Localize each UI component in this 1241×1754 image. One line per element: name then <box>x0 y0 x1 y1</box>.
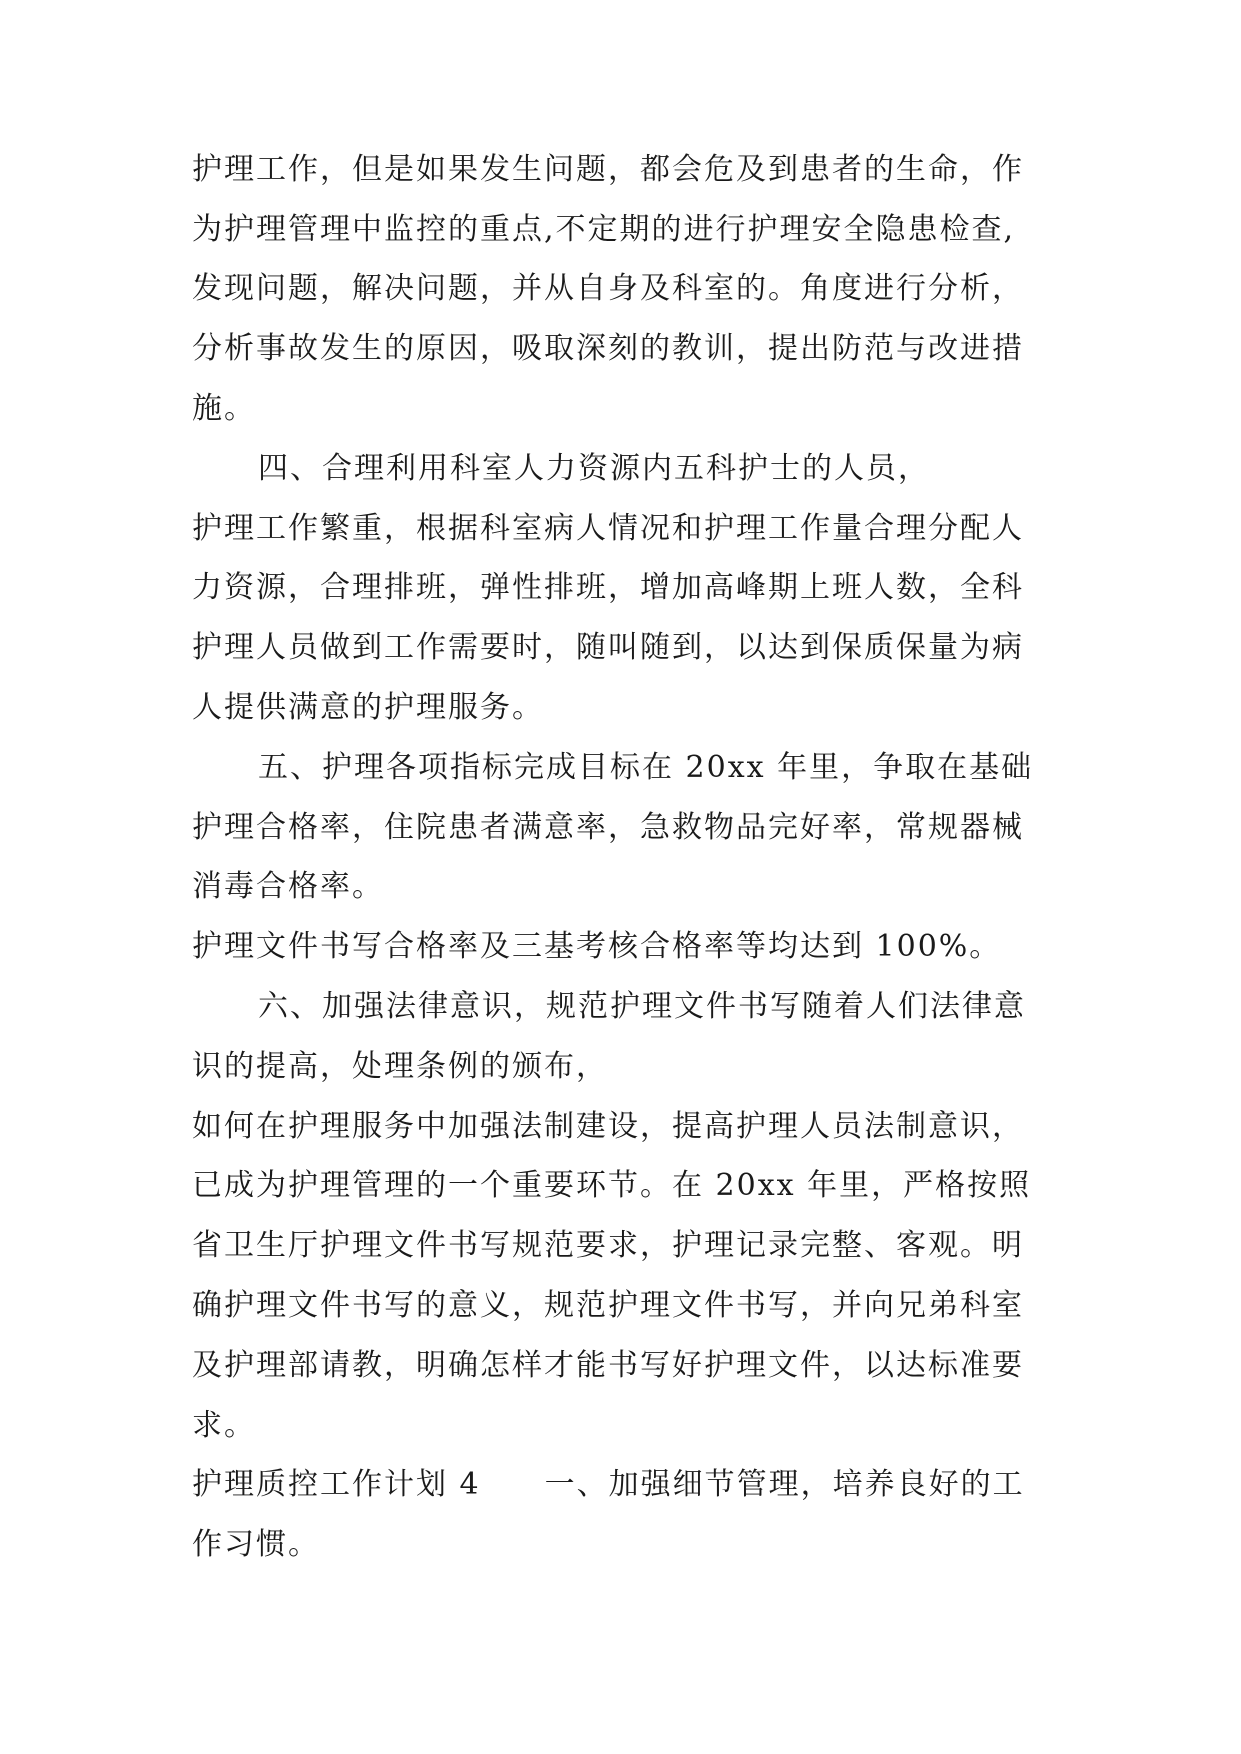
text-line: 作习惯。 <box>192 1527 320 1562</box>
plan-title-line: 护理质控工作计划 4 一、加强细节管理，培养良好的工 <box>192 1467 1025 1502</box>
text-line: 识的提高，处理条例的颁布， <box>192 1049 608 1084</box>
text-line: 人提供满意的护理服务。 <box>192 690 544 725</box>
text-line: 及护理部请教，明确怎样才能书写好护理文件，以达标准要 <box>192 1348 1024 1383</box>
text-line: 消毒合格率。 <box>192 869 384 904</box>
text-line: 为护理管理中监控的重点,不定期的进行护理安全隐患检查, <box>192 212 1016 247</box>
text-line: 护理文件书写合格率及三基考核合格率等均达到 100%。 <box>192 929 1002 964</box>
text-line: 如何在护理服务中加强法制建设，提高护理人员法制意识， <box>192 1109 1024 1144</box>
text-line: 护理工作，但是如果发生问题，都会危及到患者的生命，作 <box>192 152 1024 187</box>
section-heading: 六、加强法律意识，规范护理文件书写随着人们法律意 <box>258 989 1026 1024</box>
text-line: 护理人员做到工作需要时，随叫随到，以达到保质保量为病 <box>192 630 1024 665</box>
section-heading: 四、合理利用科室人力资源内五科护士的人员， <box>258 451 930 486</box>
text-line: 护理合格率，住院患者满意率，急救物品完好率，常规器械 <box>192 810 1024 845</box>
text-line: 力资源，合理排班，弹性排班，增加高峰期上班人数，全科 <box>192 570 1024 605</box>
text-line: 确护理文件书写的意义，规范护理文件书写，并向兄弟科室 <box>192 1288 1024 1323</box>
text-line: 施。 <box>192 391 256 426</box>
text-line: 求。 <box>192 1408 256 1443</box>
text-line: 已成为护理管理的一个重要环节。在 20xx 年里，严格按照 <box>192 1168 1032 1203</box>
text-line: 分析事故发生的原因，吸取深刻的教训，提出防范与改进措 <box>192 331 1024 366</box>
text-line: 护理工作繁重，根据科室病人情况和护理工作量合理分配人 <box>192 511 1024 546</box>
section-heading: 五、护理各项指标完成目标在 20xx 年里，争取在基础 <box>258 750 1034 785</box>
text-line: 发现问题，解决问题，并从自身及科室的。角度进行分析， <box>192 271 1024 306</box>
text-line: 省卫生厅护理文件书写规范要求，护理记录完整、客观。明 <box>192 1228 1024 1263</box>
